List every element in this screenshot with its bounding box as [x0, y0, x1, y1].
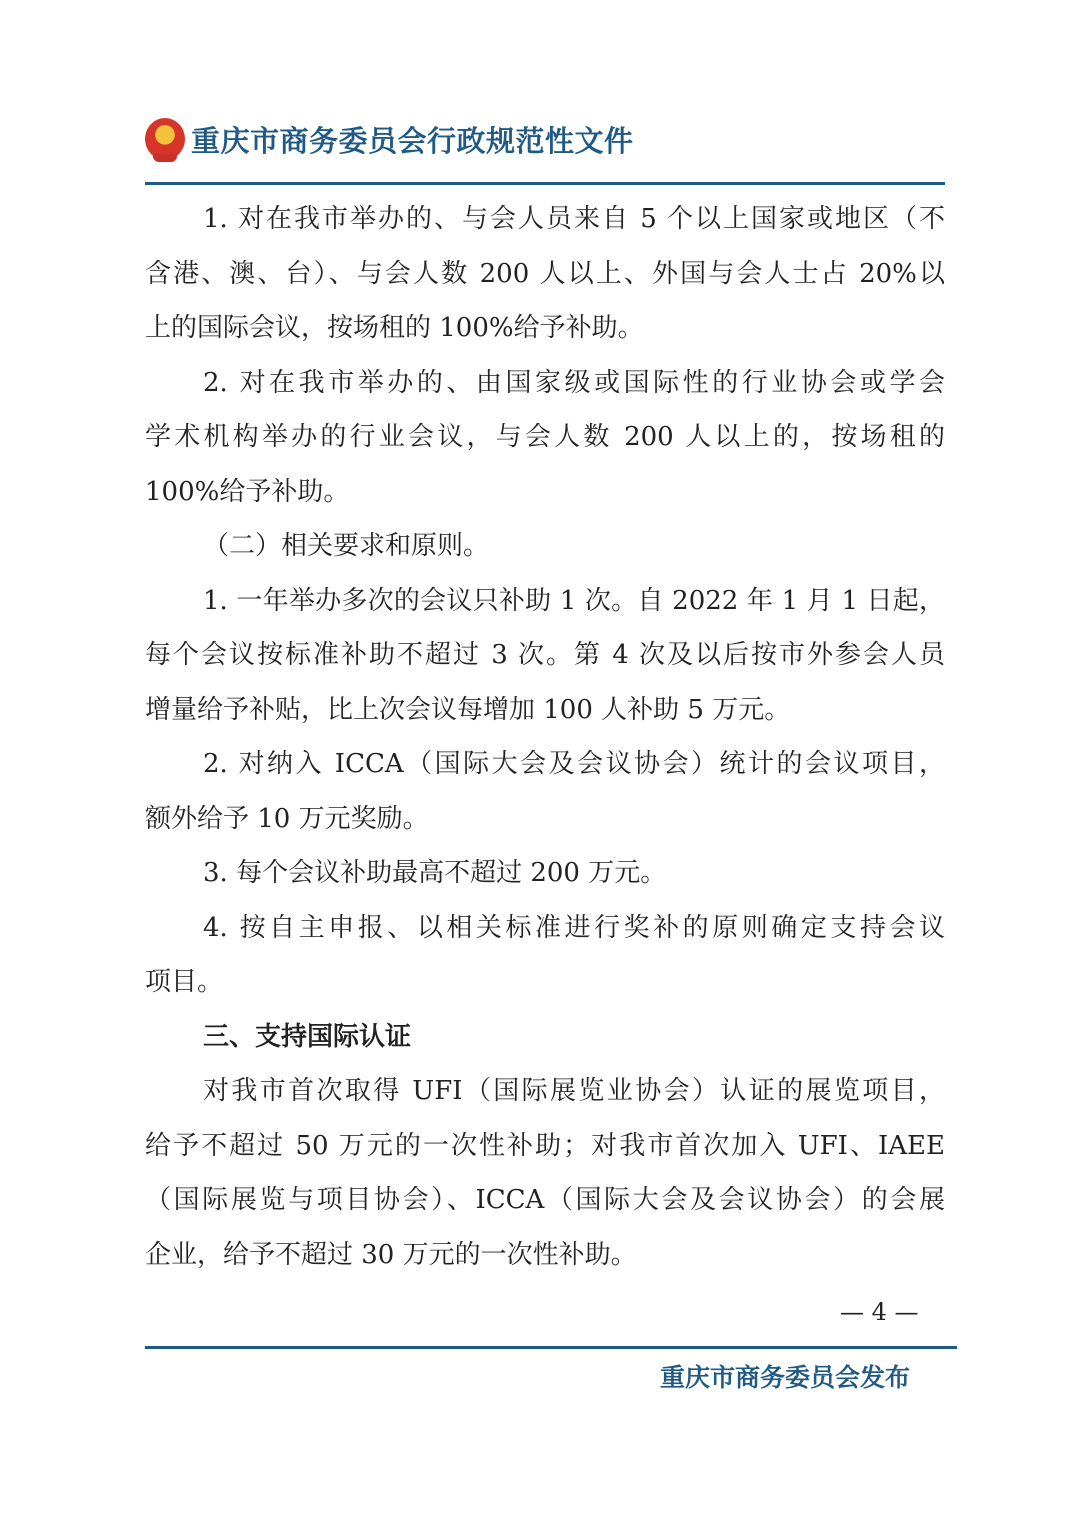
- document-header: [145, 118, 634, 160]
- text-line: 项目。: [145, 967, 224, 997]
- text-line: 额外给予 10 万元奖励。: [145, 803, 429, 834]
- paragraph: [145, 737, 945, 846]
- footer-publisher: 重庆市商务委员会发布: [660, 1363, 911, 1392]
- text-line: （国际展览与项目协会）、ICCA（国际大会及会议协会）的会展: [145, 1185, 945, 1215]
- page-number: — 4 —: [840, 1298, 919, 1326]
- paragraph: [145, 192, 945, 356]
- text-line: 100%给予补助。: [145, 476, 350, 507]
- text-line: 2. 对纳入 ICCA（国际大会及会议协会）统计的会议项目，: [203, 749, 945, 779]
- text-line: （二）相关要求和原则。: [203, 531, 490, 561]
- text-line: 学术机构举办的行业会议，与会人数 200 人以上的，按场租的: [145, 422, 945, 452]
- text-line: 给予不超过 50 万元的一次性补助；对我市首次加入 UFI、IAEE: [145, 1130, 945, 1161]
- document-body: [145, 192, 945, 1282]
- national-emblem-icon: [145, 118, 185, 160]
- paragraph: [145, 1010, 945, 1065]
- text-line: 2. 对在我市举办的、由国家级或国际性的行业协会或学会: [203, 367, 945, 398]
- paragraph: [145, 1064, 945, 1282]
- text-line: 每个会议按标准补助不超过 3 次。第 4 次及以后按市外参会人员: [145, 640, 945, 670]
- paragraph: [145, 356, 945, 520]
- text-line: 1. 对在我市举办的、与会人员来自 5 个以上国家或地区（不: [203, 204, 945, 234]
- text-line: 上的国际会议，按场租的 100%给予补助。: [145, 313, 644, 343]
- paragraph: [145, 519, 945, 574]
- text-line: 1. 一年举办多次的会议只补助 1 次。自 2022 年 1 月 1 日起，: [203, 585, 945, 616]
- text-line: 企业，给予不超过 30 万元的一次性补助。: [145, 1239, 637, 1270]
- text-line: 4. 按自主申报、以相关标准进行奖补的原则确定支持会议: [203, 912, 945, 943]
- paragraph: [145, 901, 945, 1010]
- text-line: 3. 每个会议补助最高不超过 200 万元。: [203, 858, 667, 888]
- paragraph: [145, 574, 945, 738]
- text-line: 含港、澳、台）、与会人数 200 人以上、外国与会人士占 20%以: [145, 258, 945, 289]
- footer-divider: [145, 1346, 957, 1349]
- paragraph: [145, 846, 945, 901]
- header-divider: [145, 182, 945, 185]
- text-line: 对我市首次取得 UFI（国际展览业协会）认证的展览项目，: [203, 1076, 945, 1106]
- header-title: 重庆市商务委员会行政规范性文件: [191, 123, 634, 158]
- text-line: 增量给予补贴，比上次会议每增加 100 人补助 5 万元。: [145, 694, 791, 725]
- text-line: 三、支持国际认证: [203, 1021, 412, 1052]
